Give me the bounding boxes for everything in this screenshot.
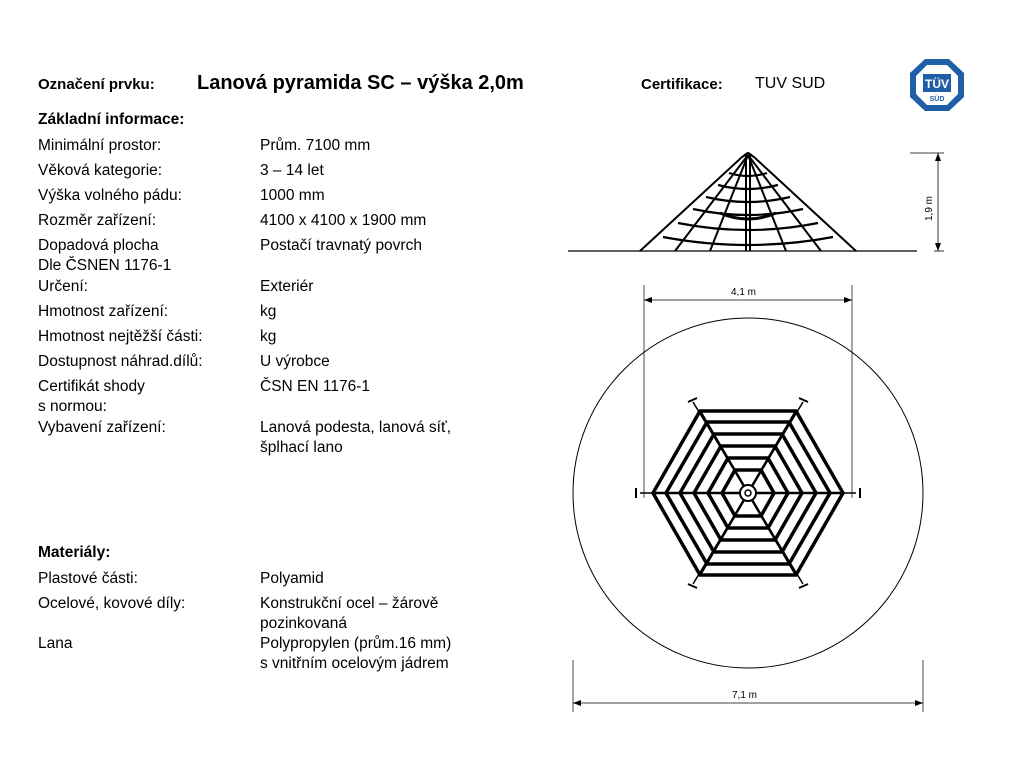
tuv-logo — [908, 57, 966, 113]
certification-label: Certifikace: — [641, 76, 723, 93]
space-dimension-label: 7,1 m — [732, 690, 758, 701]
label-steel: Ocelové, kovové díly: — [38, 595, 186, 612]
value-equipment: Lanová podesta, lanová síť, — [260, 419, 452, 436]
label-min-space: Minimální prostor: — [38, 137, 162, 154]
value-spare-parts: U výrobce — [260, 353, 330, 370]
label-ropes: Lana — [38, 635, 73, 652]
label-spare-parts: Dostupnost náhrad.dílů: — [38, 353, 203, 370]
certification-value: TUV SUD — [755, 75, 826, 92]
label-impact-area: Dopadová plocha — [38, 237, 159, 254]
value-steel: Konstrukční ocel – žárově — [260, 595, 439, 612]
element-label: Označení prvku: — [38, 76, 155, 93]
label-impact-area-norm: Dle ČSNEN 1176-1 — [38, 257, 172, 274]
logo-text-top: TÜV — [925, 77, 949, 91]
label-certificate: Certifikát shody — [38, 378, 145, 395]
value-certificate: ČSN EN 1176-1 — [260, 378, 370, 395]
value-equipment-2: šplhací lano — [260, 439, 343, 456]
value-ropes-2: s vnitřním ocelovým jádrem — [260, 655, 449, 672]
label-purpose: Určení: — [38, 278, 88, 295]
label-age: Věková kategorie: — [38, 162, 163, 179]
side-elevation-drawing — [560, 145, 960, 265]
label-heaviest-part: Hmotnost nejtěžší části: — [38, 328, 203, 345]
value-purpose: Exteriér — [260, 278, 314, 295]
logo-text-bottom: SÜD — [929, 96, 945, 103]
value-ropes: Polypropylen (prům.16 mm) — [260, 635, 452, 652]
value-fall-height: 1000 mm — [260, 187, 325, 204]
value-steel-2: pozinkovaná — [260, 615, 348, 632]
plan-view-drawing — [560, 280, 960, 720]
value-heaviest-part: kg — [260, 328, 277, 345]
materials-heading: Materiály: — [38, 544, 111, 561]
value-impact-area: Postačí travnatý povrch — [260, 237, 422, 254]
element-name: Lanová pyramida SC – výška 2,0m — [197, 72, 524, 94]
label-weight: Hmotnost zařízení: — [38, 303, 169, 320]
value-age: 3 – 14 let — [260, 162, 324, 179]
label-plastic: Plastové části: — [38, 570, 138, 587]
label-equipment: Vybavení zařízení: — [38, 419, 166, 436]
height-dimension-label: 1,9 m — [924, 195, 935, 221]
value-plastic: Polyamid — [260, 570, 324, 587]
value-min-space: Prům. 7100 mm — [260, 137, 371, 154]
value-dimensions: 4100 x 4100 x 1900 mm — [260, 212, 427, 229]
label-certificate-norm: s normou: — [38, 398, 107, 415]
label-dimensions: Rozměr zařízení: — [38, 212, 157, 229]
width-dimension-label: 4,1 m — [731, 287, 757, 298]
value-weight: kg — [260, 303, 277, 320]
label-fall-height: Výška volného pádu: — [38, 187, 182, 204]
basic-info-heading: Základní informace: — [38, 111, 185, 128]
